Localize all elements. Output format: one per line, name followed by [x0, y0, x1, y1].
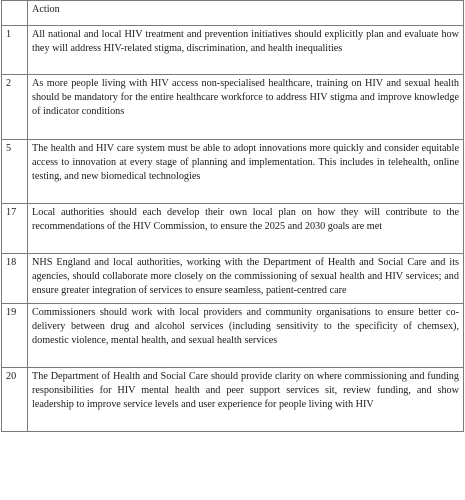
- table-row: [2, 75, 464, 140]
- actions-table: [1, 0, 464, 432]
- action-number: 5: [2, 140, 28, 204]
- action-number: 20: [2, 368, 28, 432]
- action-number: 1: [2, 26, 28, 75]
- action-text: The Department of Health and Social Care should provide clarity on where commissioning and funding responsibilities for HIV mental health and peer support services sit, review funding, and show leadership to improve service levels and user experience for people living with HIV: [28, 368, 464, 432]
- action-text: All national and local HIV treatment and prevention initiatives should explicitly plan and evaluate how they will address HIV-related stigma, discrimination, and health inequalities: [28, 26, 464, 75]
- table-row: [2, 254, 464, 304]
- action-text: Commissioners should work with local providers and community organisations to ensure better co-delivery between drug and alcohol services (including sensitivity to the specificity of chemsex), domestic violence, mental health, and sexual health services: [28, 304, 464, 368]
- action-text: As more people living with HIV access non-specialised healthcare, training on HIV and sexual health should be mandatory for the entire healthcare workforce to address HIV stigma and improve knowledge of indicator conditions: [28, 75, 464, 140]
- action-number: 17: [2, 204, 28, 254]
- action-text: Local authorities should each develop their own local plan on how they will contribute to the recommendations of the HIV Commission, to ensure the 2025 and 2030 goals are met: [28, 204, 464, 254]
- header-action-cell: Action: [28, 1, 464, 26]
- action-text: The health and HIV care system must be able to adopt innovations more quickly and consider equitable access to innovation at every stage of planning and implementation. This includes in telehealth, online testing, and new biomedical technologies: [28, 140, 464, 204]
- action-number: 2: [2, 75, 28, 140]
- header-number-cell: [2, 1, 28, 26]
- table-row: [2, 368, 464, 432]
- table-row: [2, 140, 464, 204]
- table-row: [2, 304, 464, 368]
- table-header-row: [2, 1, 464, 26]
- table-row: [2, 26, 464, 75]
- action-number: 19: [2, 304, 28, 368]
- table-row: [2, 204, 464, 254]
- action-number: 18: [2, 254, 28, 304]
- action-text: NHS England and local authorities, working with the Department of Health and Social Care and its agencies, should collaborate more closely on the commissioning of sexual health and HIV services; and ensure greater integration of services to ensure seamless, patient-centred care: [28, 254, 464, 304]
